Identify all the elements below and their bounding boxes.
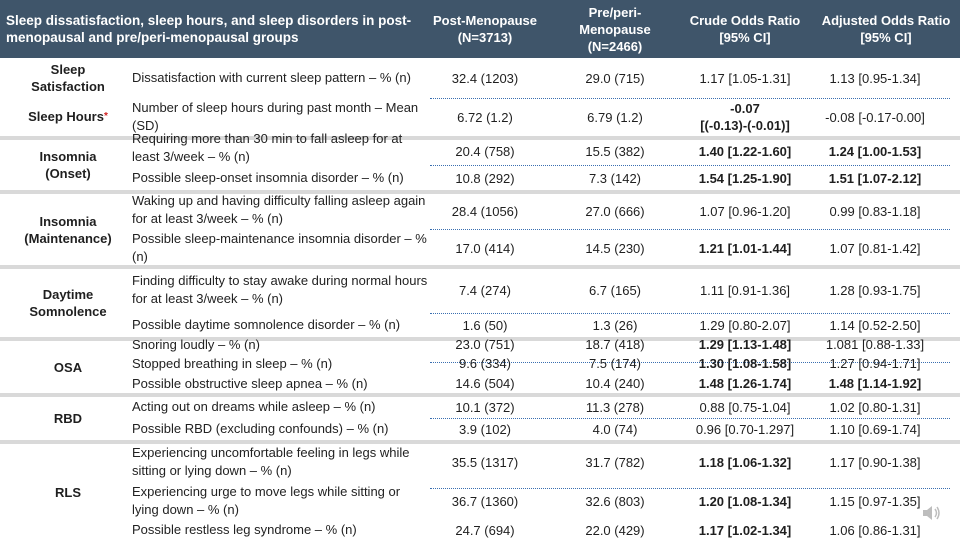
row-crude-or: 1.20 [1.08-1.34] <box>698 493 792 509</box>
row-adjusted-or: 1.27 [0.94-1.71] <box>829 356 921 371</box>
row-adjusted-or: 1.48 [1.14-1.92] <box>828 376 922 391</box>
row-crude-or: -0.07 [(-0.13)-(-0.01)] <box>700 101 790 133</box>
row-description: Possible sleep-maintenance insomnia disorder – % (n) <box>132 231 427 264</box>
row-post-value: 10.8 (292) <box>455 170 515 186</box>
row-adjusted-or: 1.07 [0.81-1.42] <box>829 240 921 256</box>
row-pre-value: 18.7 (418) <box>585 337 645 352</box>
row-post-value: 32.4 (1203) <box>451 70 519 86</box>
category-daytime-somnolence: Daytime Somnolence <box>29 287 107 319</box>
row-crude-or: 1.29 [0.80-2.07] <box>699 317 791 333</box>
speaker-icon[interactable] <box>920 502 942 524</box>
category-sleep-hours-label: Sleep Hours <box>28 109 104 124</box>
row-crude-or: 1.54 [1.25-1.90] <box>698 170 792 186</box>
row-crude-or: 1.48 [1.26-1.74] <box>698 376 792 391</box>
row-crude-or: 1.07 [0.96-1.20] <box>699 203 791 219</box>
row-crude-or: 0.96 [0.70-1.297] <box>695 421 795 437</box>
row-description: Acting out on dreams while asleep – % (n) <box>132 399 376 414</box>
row-adjusted-or: 1.17 [0.90-1.38] <box>829 454 921 470</box>
row-crude-or: 1.30 [1.08-1.58] <box>698 356 792 371</box>
row-adjusted-or: 1.081 [0.88-1.33] <box>825 337 925 352</box>
row-crude-or: 1.21 [1.01-1.44] <box>698 240 792 256</box>
category-rls: RLS <box>55 484 81 500</box>
row-post-value: 35.5 (1317) <box>451 454 519 470</box>
row-description: Requiring more than 30 min to fall asleep for at least 3/week – % (n) <box>132 131 403 164</box>
row-adjusted-or: 1.13 [0.95-1.34] <box>829 70 921 86</box>
row-post-value: 3.9 (102) <box>458 421 512 437</box>
row-pre-value: 6.79 (1.2) <box>587 109 643 125</box>
row-description: Snoring loudly – % (n) <box>132 336 260 352</box>
row-description: Stopped breathing in sleep – % (n) <box>132 355 333 371</box>
row-pre-value: 7.3 (142) <box>588 170 642 186</box>
row-adjusted-or: 1.28 [0.93-1.75] <box>829 282 921 298</box>
table-title: Sleep dissatisfaction, sleep hours, and sleep disorders in post-menopausal and pre/peri-menopausal groups <box>6 13 412 45</box>
category-insomnia-onset: Insomnia (Onset) <box>39 149 97 181</box>
row-adjusted-or: 1.02 [0.80-1.31] <box>829 399 921 415</box>
row-description: Dissatisfaction with current sleep pattern – % (n) <box>132 70 411 85</box>
row-description: Experiencing uncomfortable feeling in legs while sitting or lying down – % (n) <box>132 445 410 478</box>
row-post-value: 9.6 (334) <box>458 356 512 371</box>
row-crude-or: 1.40 [1.22-1.60] <box>698 144 792 159</box>
row-description: Possible restless leg syndrome – % (n) <box>132 522 357 537</box>
row-post-value: 6.72 (1.2) <box>457 109 513 125</box>
row-pre-value: 14.5 (230) <box>585 240 645 256</box>
row-description: Possible obstructive sleep apnea – % (n) <box>132 375 368 391</box>
row-pre-value: 10.4 (240) <box>585 376 645 391</box>
row-post-value: 28.4 (1056) <box>451 203 519 219</box>
row-post-value: 7.4 (274) <box>458 282 512 298</box>
row-adjusted-or: 1.24 [1.00-1.53] <box>828 144 922 159</box>
row-description: Number of sleep hours during past month – Mean (SD) <box>132 100 419 133</box>
category-insomnia-maintenance: Insomnia (Maintenance) <box>24 213 112 246</box>
category-rbd: RBD <box>53 411 83 426</box>
col-header-crude-or: Crude Odds Ratio [95% CI] <box>689 13 801 45</box>
row-adjusted-or: 1.10 [0.69-1.74] <box>829 421 921 437</box>
row-adjusted-or: 1.14 [0.52-2.50] <box>829 317 921 333</box>
row-adjusted-or: 1.51 [1.07-2.12] <box>828 170 922 186</box>
row-pre-value: 27.0 (666) <box>585 203 645 219</box>
row-pre-value: 7.5 (174) <box>588 356 642 371</box>
row-post-value: 14.6 (504) <box>455 376 515 391</box>
row-post-value: 1.6 (50) <box>462 317 508 333</box>
row-pre-value: 22.0 (429) <box>585 522 645 538</box>
row-adjusted-or: 1.15 [0.97-1.35] <box>829 493 921 509</box>
row-description: Possible sleep-onset insomnia disorder – % (n) <box>132 170 404 185</box>
category-sleep-hours <box>6 98 130 135</box>
row-pre-value: 6.7 (165) <box>588 282 642 298</box>
col-header-post-menopause: Post-Menopause (N=3713) <box>432 13 537 45</box>
category-osa: OSA <box>53 359 83 375</box>
row-pre-value: 1.3 (26) <box>592 317 638 333</box>
col-header-pre-menopause: Pre/peri- Menopause (N=2466) <box>579 4 651 54</box>
row-adjusted-or: -0.08 [-0.17-0.00] <box>825 109 925 125</box>
row-crude-or: 1.17 [1.02-1.34] <box>698 522 792 538</box>
row-post-value: 23.0 (751) <box>455 337 515 352</box>
row-post-value: 10.1 (372) <box>455 399 515 415</box>
row-separator <box>430 165 950 166</box>
row-description: Possible RBD (excluding confounds) – % (n) <box>132 421 389 436</box>
row-post-value: 36.7 (1360) <box>451 493 519 509</box>
row-pre-value: 32.6 (803) <box>585 493 645 509</box>
asterisk-marker: * <box>103 111 108 122</box>
category-sleep-satisfaction: Sleep Satisfaction <box>31 62 105 94</box>
row-crude-or: 0.88 [0.75-1.04] <box>699 399 791 415</box>
row-crude-or: 1.29 [1.13-1.48] <box>698 337 792 352</box>
row-description: Finding difficulty to stay awake during normal hours for at least 3/week – % (n) <box>132 273 428 306</box>
row-pre-value: 29.0 (715) <box>585 70 645 86</box>
row-pre-value: 11.3 (278) <box>585 399 645 415</box>
row-crude-or: 1.17 [1.05-1.31] <box>699 70 791 86</box>
table-body <box>0 58 960 540</box>
row-description: Possible daytime somnolence disorder – % (n) <box>132 317 401 332</box>
row-crude-or: 1.18 [1.06-1.32] <box>698 454 792 470</box>
row-description: Experiencing urge to move legs while sitting or lying down – % (n) <box>132 484 401 517</box>
row-pre-value: 4.0 (74) <box>592 421 638 437</box>
row-post-value: 17.0 (414) <box>455 240 515 256</box>
table-header <box>0 0 960 58</box>
row-adjusted-or: 0.99 [0.83-1.18] <box>829 203 921 219</box>
row-crude-or: 1.11 [0.91-1.36] <box>699 282 791 298</box>
row-post-value: 20.4 (758) <box>455 144 515 159</box>
row-pre-value: 15.5 (382) <box>585 144 645 159</box>
row-adjusted-or: 1.06 [0.86-1.31] <box>829 522 921 538</box>
row-pre-value: 31.7 (782) <box>585 454 645 470</box>
row-post-value: 24.7 (694) <box>455 522 515 538</box>
col-header-adjusted-or: Adjusted Odds Ratio [95% CI] <box>821 13 951 45</box>
row-description: Waking up and having difficulty falling asleep again for at least 3/week – % (n) <box>132 193 426 226</box>
